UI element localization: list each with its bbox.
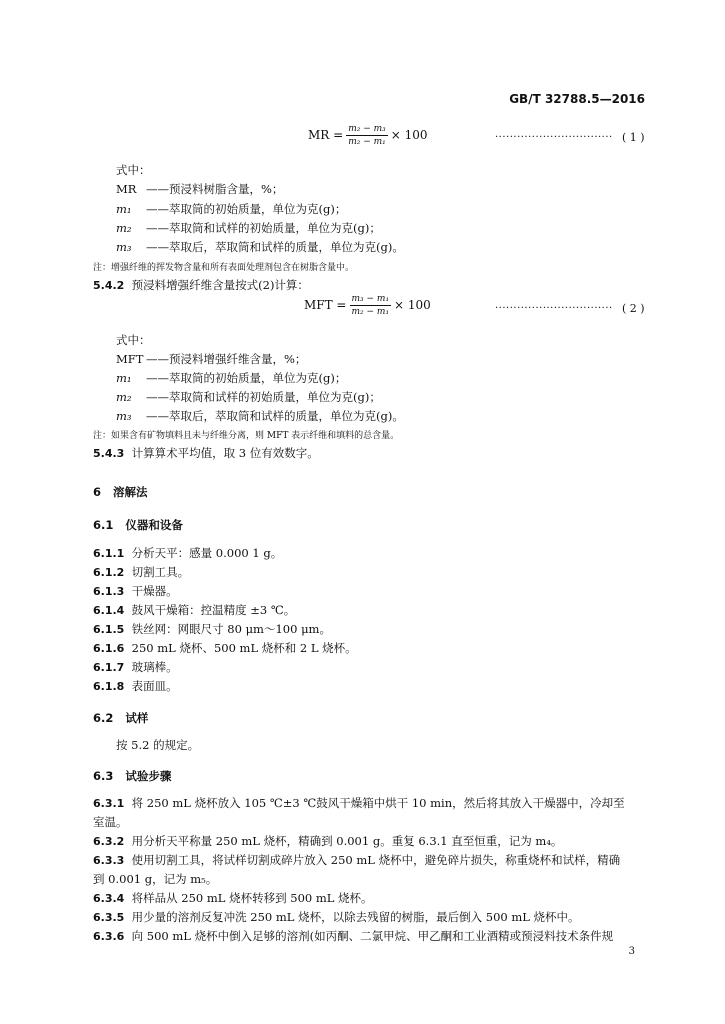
item-text: 分析天平：感量 0.000 1 g。 xyxy=(131,546,283,560)
clause-text: 计算算术平均值，取 3 位有效数字。 xyxy=(131,446,319,460)
symbol: MR xyxy=(116,182,137,196)
section-title: 仪器和设备 xyxy=(125,518,183,532)
clause-number: 5.4.2 xyxy=(93,279,125,292)
equation-2-multiplier: × 100 xyxy=(394,298,431,312)
item-number: 6.1.6 xyxy=(93,642,125,655)
equation-2-fraction xyxy=(350,294,392,317)
equation-1-leader: ································ xyxy=(495,132,613,143)
definition: ——萃取筒的初始质量，单位为克(g)； xyxy=(146,371,347,385)
item-number: 6.1.3 xyxy=(93,585,125,598)
symbol: m₂ xyxy=(116,221,132,235)
item-6-3-3-continued: 到 0.001 g，记为 m₅。 xyxy=(93,872,218,886)
item-text: 干燥器。 xyxy=(131,584,178,598)
item-number: 6.1.2 xyxy=(93,566,125,579)
equation-1-number: ( 1 ) xyxy=(622,131,645,144)
item-6-3-1 xyxy=(93,795,625,811)
equation-1-fraction xyxy=(346,124,388,147)
item-number: 6.1.4 xyxy=(93,604,125,617)
where-1-line-m2 xyxy=(116,220,381,236)
symbol: m₁ xyxy=(116,202,132,216)
chapter-6-heading xyxy=(93,484,148,500)
definition: ——萃取筒和试样的初始质量，单位为克(g)； xyxy=(146,390,381,404)
item-number: 6.1.8 xyxy=(93,680,125,693)
item-text: 铁丝网：网眼尺寸 80 μm～100 μm。 xyxy=(131,622,331,636)
section-number: 6.3 xyxy=(93,769,114,783)
definition: ——萃取筒和试样的初始质量，单位为克(g)； xyxy=(146,221,381,235)
item-number: 6.1.1 xyxy=(93,547,125,560)
item-number: 6.3.1 xyxy=(93,797,125,810)
definition: ——萃取后，萃取筒和试样的质量，单位为克(g)。 xyxy=(146,240,404,254)
item-number: 6.3.2 xyxy=(93,835,125,848)
definition: ——预浸料增强纤维含量，%； xyxy=(146,352,307,366)
item-text: 玻璃棒。 xyxy=(131,660,178,674)
item-6-3-6 xyxy=(93,928,613,944)
equation-2-numerator: m₃ − m₁ xyxy=(351,294,390,304)
item-text: 鼓风干燥箱：控温精度 ±3 ℃。 xyxy=(131,603,296,617)
item-number: 6.3.3 xyxy=(93,854,125,867)
item-6-1-2 xyxy=(93,564,189,580)
item-6-3-3 xyxy=(93,852,620,868)
section-6-2-heading xyxy=(93,710,148,726)
item-number: 6.1.7 xyxy=(93,661,125,674)
section-6-1-heading xyxy=(93,517,183,533)
chapter-title: 溶解法 xyxy=(113,485,148,499)
symbol: m₃ xyxy=(116,240,132,254)
equation-2-lhs: MFT = xyxy=(304,298,347,312)
item-text: 将样品从 250 mL 烧杯转移到 500 mL 烧杯。 xyxy=(131,891,373,905)
definition: ——萃取筒的初始质量，单位为克(g)； xyxy=(146,202,347,216)
equation-2-leader: ································ xyxy=(495,303,613,314)
item-number: 6.3.6 xyxy=(93,930,125,943)
definition: ——萃取后，萃取筒和试样的质量，单位为克(g)。 xyxy=(146,409,404,423)
standard-number: GB/T 32788.5—2016 xyxy=(509,92,645,106)
where-2-line-m2 xyxy=(116,389,381,405)
item-text: 用分析天平称量 250 mL 烧杯，精确到 0.001 g。重复 6.3.1 直至恒重，记为 m₄。 xyxy=(131,834,563,848)
item-text: 250 mL 烧杯、500 mL 烧杯和 2 L 烧杯。 xyxy=(131,641,357,655)
item-6-3-1-continued: 室温。 xyxy=(93,815,128,829)
section-title: 试样 xyxy=(125,711,149,725)
section-number: 6.1 xyxy=(93,518,114,532)
item-6-1-3 xyxy=(93,583,178,599)
item-text: 向 500 mL 烧杯中倒入足够的溶剂(如丙酮、二氯甲烷、甲乙酮和工业酒精或预浸料技术条件规 xyxy=(131,929,614,943)
section-6-3-heading xyxy=(93,768,171,784)
item-text: 将 250 mL 烧杯放入 105 ℃±3 ℃鼓风干燥箱中烘干 10 min，然后将其放入干燥器中，冷却至 xyxy=(131,796,625,810)
symbol: m₂ xyxy=(116,390,132,404)
item-text: 用少量的溶剂反复冲洗 250 mL 烧杯，以除去残留的树脂，最后倒入 500 mL 烧杯中。 xyxy=(131,910,580,924)
equation-1 xyxy=(308,124,428,147)
symbol: MFT xyxy=(116,352,144,366)
clause-number: 5.4.3 xyxy=(93,447,125,460)
item-6-3-4 xyxy=(93,890,373,906)
note-1: 注：增强纤维的挥发物含量和所有表面处理剂包含在树脂含量中。 xyxy=(93,263,355,273)
where-1-line-mr xyxy=(116,181,283,197)
equation-2-denominator: m₂ − m₁ xyxy=(351,307,390,317)
item-text: 使用切割工具，将试样切割成碎片放入 250 mL 烧杯中，避免碎片损失，称重烧杯和试样，精确 xyxy=(131,853,621,867)
item-6-1-4 xyxy=(93,602,295,618)
item-number: 6.3.4 xyxy=(93,892,125,905)
definition: ——预浸料树脂含量，%； xyxy=(146,182,284,196)
clause-5-4-3 xyxy=(93,445,319,461)
equation-1-multiplier: × 100 xyxy=(390,128,428,142)
section-title: 试验步骤 xyxy=(125,769,172,783)
section-number: 6.2 xyxy=(93,711,114,725)
where-2-line-mft xyxy=(116,351,306,367)
page-number: 3 xyxy=(628,946,635,957)
where-2-intro: 式中： xyxy=(116,333,151,347)
item-6-3-2 xyxy=(93,833,562,849)
section-6-2-body: 按 5.2 的规定。 xyxy=(116,738,200,752)
symbol: m₁ xyxy=(116,371,132,385)
clause-text: 预浸料增强纤维含量按式(2)计算： xyxy=(131,278,309,292)
item-number: 6.3.5 xyxy=(93,911,125,924)
note-2: 注：如果含有矿物填料且未与纤维分离，则 MFT 表示纤维和填料的总含量。 xyxy=(93,431,400,441)
symbol: m₃ xyxy=(116,409,132,423)
equation-1-numerator: m₂ − m₃ xyxy=(348,124,386,134)
clause-5-4-2 xyxy=(93,277,309,293)
equation-2-number: ( 2 ) xyxy=(622,302,645,315)
where-1-line-m1 xyxy=(116,201,346,217)
where-2-line-m1 xyxy=(116,370,346,386)
where-1-line-m3 xyxy=(116,239,404,255)
where-1-intro: 式中： xyxy=(116,163,151,177)
equation-1-lhs: MR = xyxy=(308,128,344,142)
equation-2 xyxy=(304,294,431,317)
item-6-1-1 xyxy=(93,545,282,561)
item-6-1-7 xyxy=(93,659,178,675)
chapter-number: 6 xyxy=(93,485,102,499)
item-text: 切割工具。 xyxy=(131,565,190,579)
item-6-1-6 xyxy=(93,640,357,656)
item-6-3-5 xyxy=(93,909,580,925)
item-number: 6.1.5 xyxy=(93,623,125,636)
item-text: 表面皿。 xyxy=(131,679,178,693)
equation-1-denominator: m₂ − m₁ xyxy=(348,137,386,147)
item-6-1-8 xyxy=(93,678,178,694)
where-2-line-m3 xyxy=(116,408,404,424)
item-6-1-5 xyxy=(93,621,331,637)
